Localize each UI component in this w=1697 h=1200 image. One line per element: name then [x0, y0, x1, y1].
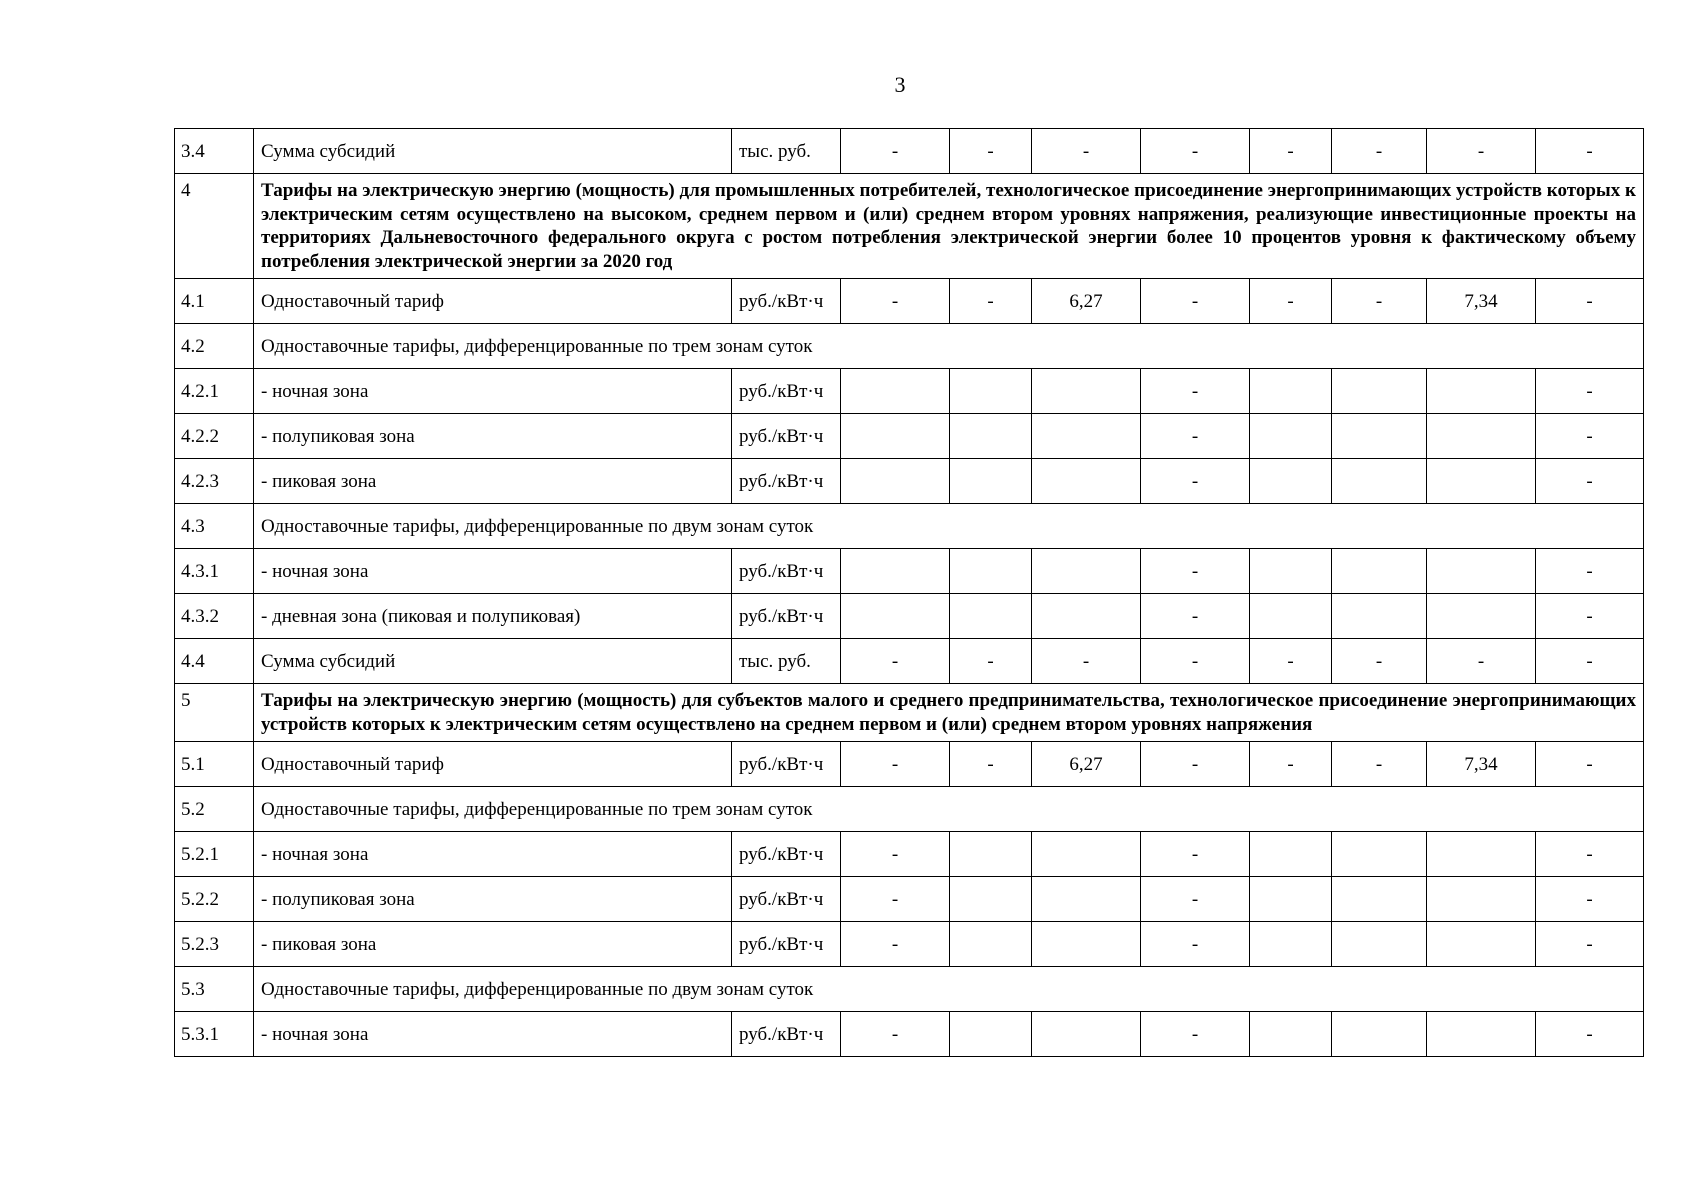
value-cell: [950, 549, 1032, 594]
row-name: - пиковая зона: [254, 922, 732, 967]
value-cell: -: [1536, 549, 1644, 594]
table-row: [175, 742, 1644, 787]
value-cell: -: [1536, 922, 1644, 967]
value-cell: -: [1536, 742, 1644, 787]
row-number: 4.3.1: [175, 549, 254, 594]
value-cell: [950, 594, 1032, 639]
value-cell: [1332, 877, 1427, 922]
value-cell: -: [1141, 279, 1250, 324]
value-cell: [1427, 922, 1536, 967]
value-cell: -: [1032, 129, 1141, 174]
page-number: 3: [894, 72, 906, 97]
value-cell: [841, 369, 950, 414]
value-cell: -: [950, 279, 1032, 324]
value-cell: [1032, 369, 1141, 414]
subheading-text: Одноставочные тарифы, дифференцированные по двум зонам суток: [254, 967, 1644, 1012]
value-cell: -: [1141, 922, 1250, 967]
table-row: [175, 832, 1644, 877]
value-cell: -: [1536, 832, 1644, 877]
row-number: 4.3.2: [175, 594, 254, 639]
value-cell: -: [841, 639, 950, 684]
value-cell: -: [1250, 639, 1332, 684]
value-cell: -: [1141, 832, 1250, 877]
table-row: [175, 639, 1644, 684]
value-cell: -: [1427, 639, 1536, 684]
value-cell: [1427, 1012, 1536, 1057]
value-cell: [1427, 459, 1536, 504]
value-cell: -: [950, 129, 1032, 174]
value-cell: -: [1141, 129, 1250, 174]
value-cell: -: [1536, 414, 1644, 459]
row-unit: тыс. руб.: [732, 639, 841, 684]
value-cell: 6,27: [1032, 279, 1141, 324]
value-cell: -: [841, 832, 950, 877]
row-unit: руб./кВт·ч: [732, 832, 841, 877]
section-heading: Тарифы на электрическую энергию (мощность) для субъектов малого и среднего предпринимательства, технологическое присоединение энергопринимающих устройств которых к электрическим сетям осуществлено на среднем первом и (или) среднем втором уровнях напряжения: [254, 684, 1644, 742]
value-cell: -: [1536, 594, 1644, 639]
row-unit: руб./кВт·ч: [732, 369, 841, 414]
value-cell: [950, 414, 1032, 459]
row-name: - ночная зона: [254, 832, 732, 877]
value-cell: -: [1250, 279, 1332, 324]
row-unit: руб./кВт·ч: [732, 549, 841, 594]
row-name: - пиковая зона: [254, 459, 732, 504]
row-number: 4.3: [175, 504, 254, 549]
value-cell: [1332, 414, 1427, 459]
value-cell: -: [1032, 639, 1141, 684]
value-cell: -: [1141, 877, 1250, 922]
value-cell: [1427, 594, 1536, 639]
value-cell: -: [841, 877, 950, 922]
subheading-text: Одноставочные тарифы, дифференцированные по трем зонам суток: [254, 324, 1644, 369]
row-unit: руб./кВт·ч: [732, 742, 841, 787]
value-cell: -: [1332, 742, 1427, 787]
row-number: 4.4: [175, 639, 254, 684]
row-number: 5.2.3: [175, 922, 254, 967]
value-cell: [1427, 549, 1536, 594]
value-cell: [841, 549, 950, 594]
row-unit: тыс. руб.: [732, 129, 841, 174]
value-cell: -: [1141, 639, 1250, 684]
subheading-row: [175, 504, 1644, 549]
value-cell: -: [1332, 279, 1427, 324]
section-row: [175, 174, 1644, 279]
value-cell: 7,34: [1427, 279, 1536, 324]
row-unit: руб./кВт·ч: [732, 459, 841, 504]
subheading-row: [175, 324, 1644, 369]
value-cell: [841, 414, 950, 459]
value-cell: -: [1536, 369, 1644, 414]
value-cell: [1032, 594, 1141, 639]
value-cell: -: [1536, 129, 1644, 174]
value-cell: [1250, 877, 1332, 922]
value-cell: -: [1141, 742, 1250, 787]
row-name: Сумма субсидий: [254, 639, 732, 684]
row-number: 5.3.1: [175, 1012, 254, 1057]
row-unit: руб./кВт·ч: [732, 922, 841, 967]
table-row: [175, 594, 1644, 639]
row-name: - ночная зона: [254, 369, 732, 414]
row-number: 5.2.1: [175, 832, 254, 877]
row-name: Одноставочный тариф: [254, 742, 732, 787]
row-unit: руб./кВт·ч: [732, 594, 841, 639]
row-name: Сумма субсидий: [254, 129, 732, 174]
value-cell: [1032, 414, 1141, 459]
value-cell: [1250, 832, 1332, 877]
value-cell: 7,34: [1427, 742, 1536, 787]
row-number: 4.2.2: [175, 414, 254, 459]
row-unit: руб./кВт·ч: [732, 1012, 841, 1057]
value-cell: -: [1141, 414, 1250, 459]
table-row: [175, 414, 1644, 459]
value-cell: [1250, 459, 1332, 504]
value-cell: -: [1332, 129, 1427, 174]
value-cell: -: [841, 279, 950, 324]
section-heading: Тарифы на электрическую энергию (мощность) для промышленных потребителей, технологическое присоединение энергопринимающих устройств которых к электрическим сетям осуществлено на высоком, среднем первом и (или) среднем втором уровнях напряжения, реализующие инвестиционные проекты на территориях Дальневосточного федерального округа с ростом потребления электрической энергии более 10 процентов уровня к фактическому объему потребления электрической энергии за 2020 год: [254, 174, 1644, 279]
value-cell: -: [1332, 639, 1427, 684]
value-cell: -: [1141, 1012, 1250, 1057]
value-cell: [841, 459, 950, 504]
value-cell: -: [1536, 459, 1644, 504]
value-cell: [1332, 369, 1427, 414]
subheading-text: Одноставочные тарифы, дифференцированные по трем зонам суток: [254, 787, 1644, 832]
row-number: 5.2.2: [175, 877, 254, 922]
value-cell: [950, 877, 1032, 922]
row-number: 4: [175, 174, 254, 279]
row-name: - ночная зона: [254, 1012, 732, 1057]
subheading-text: Одноставочные тарифы, дифференцированные по двум зонам суток: [254, 504, 1644, 549]
value-cell: -: [1141, 369, 1250, 414]
row-name: Одноставочный тариф: [254, 279, 732, 324]
value-cell: -: [841, 129, 950, 174]
value-cell: [1032, 877, 1141, 922]
value-cell: [1032, 832, 1141, 877]
value-cell: [950, 832, 1032, 877]
value-cell: -: [1141, 459, 1250, 504]
row-number: 3.4: [175, 129, 254, 174]
value-cell: -: [1536, 1012, 1644, 1057]
value-cell: [1332, 922, 1427, 967]
value-cell: -: [1141, 594, 1250, 639]
value-cell: -: [841, 742, 950, 787]
value-cell: [1427, 414, 1536, 459]
row-number: 4.2.3: [175, 459, 254, 504]
row-number: 5: [175, 684, 254, 742]
table-row: [175, 922, 1644, 967]
value-cell: -: [841, 922, 950, 967]
row-name: - полупиковая зона: [254, 877, 732, 922]
value-cell: [1250, 549, 1332, 594]
row-number: 4.2.1: [175, 369, 254, 414]
section-row: [175, 684, 1644, 742]
row-unit: руб./кВт·ч: [732, 414, 841, 459]
row-name: - дневная зона (пиковая и полупиковая): [254, 594, 732, 639]
value-cell: -: [950, 742, 1032, 787]
value-cell: [1332, 1012, 1427, 1057]
table-row: [175, 279, 1644, 324]
row-number: 5.2: [175, 787, 254, 832]
row-name: - полупиковая зона: [254, 414, 732, 459]
value-cell: [950, 922, 1032, 967]
value-cell: 6,27: [1032, 742, 1141, 787]
subheading-row: [175, 787, 1644, 832]
value-cell: [1250, 369, 1332, 414]
table-row: [175, 369, 1644, 414]
value-cell: [1032, 549, 1141, 594]
value-cell: [1427, 369, 1536, 414]
table-row: [175, 549, 1644, 594]
tariff-table: [174, 128, 1644, 1057]
value-cell: [1250, 1012, 1332, 1057]
value-cell: [1427, 832, 1536, 877]
row-unit: руб./кВт·ч: [732, 877, 841, 922]
row-unit: руб./кВт·ч: [732, 279, 841, 324]
value-cell: [1332, 549, 1427, 594]
row-number: 5.3: [175, 967, 254, 1012]
value-cell: [1032, 922, 1141, 967]
value-cell: [1250, 594, 1332, 639]
value-cell: [950, 459, 1032, 504]
value-cell: -: [950, 639, 1032, 684]
table-row: [175, 1012, 1644, 1057]
value-cell: -: [1536, 639, 1644, 684]
value-cell: [1332, 832, 1427, 877]
value-cell: [1250, 922, 1332, 967]
value-cell: [1332, 459, 1427, 504]
row-number: 5.1: [175, 742, 254, 787]
table-row: [175, 459, 1644, 504]
value-cell: [841, 594, 950, 639]
value-cell: [950, 369, 1032, 414]
value-cell: -: [841, 1012, 950, 1057]
row-number: 4.1: [175, 279, 254, 324]
value-cell: [1032, 459, 1141, 504]
value-cell: -: [1141, 549, 1250, 594]
value-cell: -: [1427, 129, 1536, 174]
value-cell: -: [1250, 129, 1332, 174]
value-cell: -: [1536, 877, 1644, 922]
tariff-table-body: [175, 129, 1644, 1057]
table-row: [175, 129, 1644, 174]
row-number: 4.2: [175, 324, 254, 369]
value-cell: [950, 1012, 1032, 1057]
value-cell: -: [1536, 279, 1644, 324]
value-cell: [1427, 877, 1536, 922]
subheading-row: [175, 967, 1644, 1012]
row-name: - ночная зона: [254, 549, 732, 594]
value-cell: [1332, 594, 1427, 639]
value-cell: -: [1250, 742, 1332, 787]
table-row: [175, 877, 1644, 922]
value-cell: [1032, 1012, 1141, 1057]
value-cell: [1250, 414, 1332, 459]
